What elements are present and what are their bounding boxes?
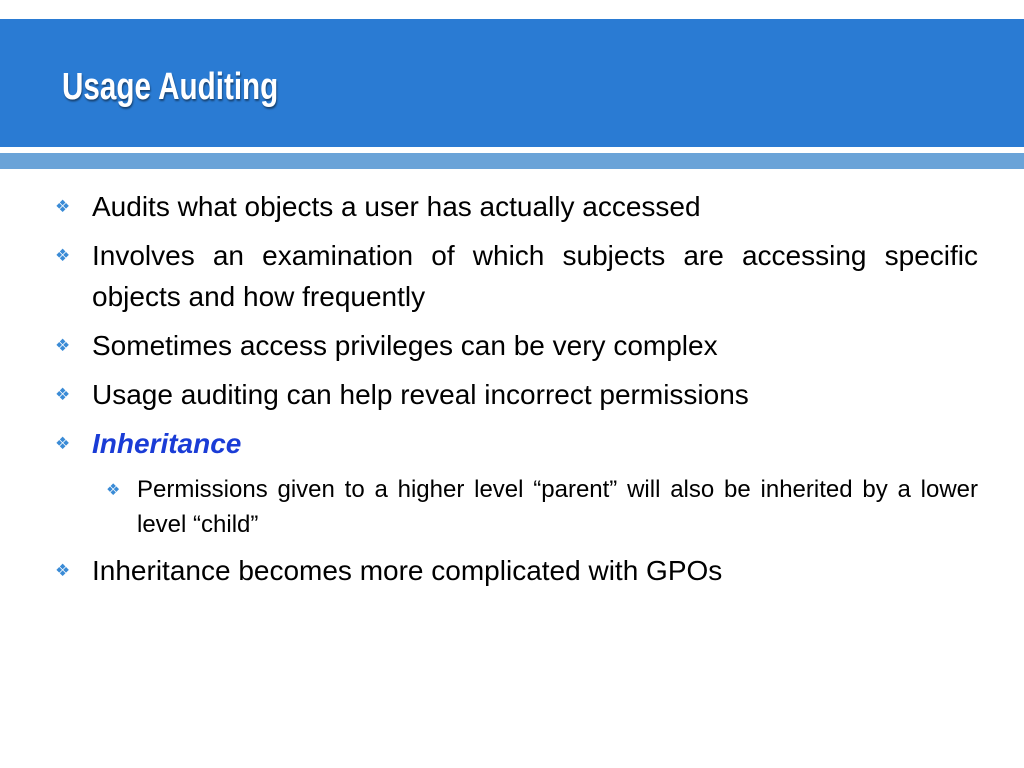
bullet-item-emphasized (55, 423, 978, 464)
sub-bullet-item (106, 472, 978, 542)
bullet-text: Audits what objects a user has actually accessed (92, 191, 701, 222)
diamond-bullet-icon: ❖ (55, 197, 71, 217)
bullet-text: Sometimes access privileges can be very complex (92, 330, 718, 361)
diamond-bullet-icon: ❖ (55, 336, 71, 356)
diamond-bullet-icon: ❖ (55, 434, 71, 454)
bullet-text: Inheritance becomes more complicated with GPOs (92, 555, 723, 586)
bullet-item (55, 235, 978, 317)
bullet-item (55, 374, 978, 415)
bullet-item (55, 325, 978, 366)
slide-title: Usage Auditing (62, 66, 279, 108)
bullet-item (55, 186, 978, 227)
diamond-bullet-icon: ❖ (106, 480, 121, 499)
bullet-text: Usage auditing can help reveal incorrect permissions (92, 379, 749, 410)
bullet-list (0, 186, 1024, 599)
diamond-bullet-icon: ❖ (55, 561, 71, 581)
bullet-text: Involves an examination of which subjects are accessing specific objects and how frequently (92, 240, 978, 312)
sub-bullet-text: Permissions given to a higher level “parent” will also be inherited by a lower level “child” (137, 476, 978, 538)
bullet-text-emphasized: Inheritance (92, 428, 242, 459)
bullet-item (55, 550, 978, 591)
diamond-bullet-icon: ❖ (55, 385, 71, 405)
diamond-bullet-icon: ❖ (55, 246, 71, 266)
accent-rule (0, 153, 1024, 169)
